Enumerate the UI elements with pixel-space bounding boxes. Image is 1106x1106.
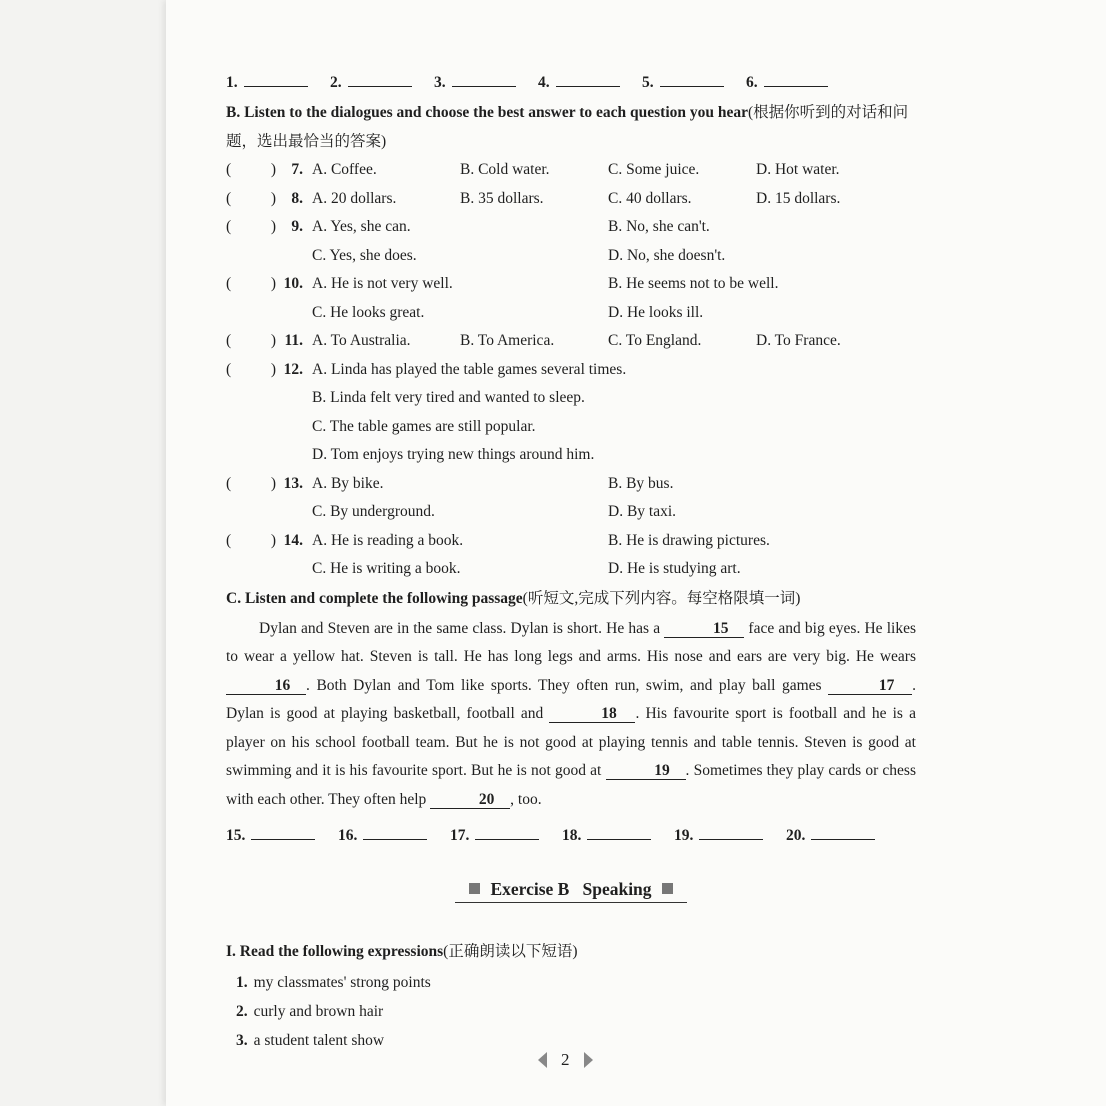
option-c: C. The table games are still popular. [312, 417, 536, 435]
option-a: A. Linda has played the table games several times. [312, 360, 627, 378]
blank-15[interactable]: 15 [664, 621, 744, 638]
option-d: D. No, she doesn't. [608, 246, 726, 264]
option-b: B. No, she can't. [608, 218, 710, 236]
square-bullet-icon [469, 883, 480, 894]
option-d: D. To France. [756, 332, 841, 350]
answer-bracket[interactable]: ( ) [226, 218, 276, 236]
list-item: 3. a student talent show [236, 1031, 385, 1049]
blank-16[interactable]: 16 [226, 678, 306, 695]
question-9: ( ) 9. A. Yes, she can. B. No, she can't. [226, 218, 710, 236]
option-b: B. To America. [460, 332, 555, 350]
passage: Dylan and Steven are in the same class. Dylan is short. He has a 15 face and big eyes. He likes to wear a yellow hat. Steven is tall. He has long legs and arms. His nose and ears are very big. He wears 16 . Both Dylan and Tom like sports. They often run, swim, and play ball games 17 . Dylan is good at playing basketball, football and 18 . His favourite sport is football and he is a player on his school football team. But he is not good at playing tennis and table tennis. Steven is good at swimming and it is his favourite sport. But he is not good at 19 . Sometimes they play cards or chess with each other. They often help 20 , too. [226, 619, 916, 809]
exercise-title: Exercise B Speaking [226, 879, 916, 909]
answer-blank[interactable]: 19. [674, 825, 786, 845]
option-b: B. 35 dollars. [460, 189, 544, 207]
question-10-cont [226, 299, 916, 328]
answer-blank[interactable]: 17. [450, 825, 562, 845]
answer-bracket[interactable]: ( ) [226, 189, 276, 207]
page-content [226, 66, 916, 1055]
option-c: C. By underground. [312, 503, 435, 521]
option-a: A. Yes, she can. [312, 218, 411, 236]
answer-blank[interactable]: 16. [338, 825, 450, 845]
section-c-heading: C. Listen and complete the following passage(听短文,完成下列内容。每空格限填一词) [226, 589, 801, 607]
question-8: ( ) 8. A. 20 dollars. B. 35 dollars. C. 40 dollars. D. 15 dollars. [226, 189, 841, 207]
answer-blank[interactable]: 3. [434, 72, 538, 92]
question-13: ( ) 13. A. By bike. B. By bus. [226, 474, 674, 492]
question-9-cont [226, 242, 916, 271]
option-a: A. To Australia. [312, 332, 411, 350]
answer-blank[interactable]: 18. [562, 825, 674, 845]
answer-bracket[interactable]: ( ) [226, 161, 276, 179]
question-12-b [226, 384, 916, 413]
answer-blanks-1-6 [226, 66, 916, 92]
blank-18[interactable]: 18 [549, 706, 635, 723]
blank-20[interactable]: 20 [430, 792, 510, 809]
answer-blank[interactable]: 1. [226, 72, 330, 92]
option-c: C. Some juice. [608, 161, 700, 179]
option-d: D. By taxi. [608, 503, 677, 521]
prev-arrow-icon [538, 1052, 547, 1068]
option-c: C. To England. [608, 332, 702, 350]
option-b: B. Cold water. [460, 161, 550, 179]
option-b: B. By bus. [608, 474, 674, 492]
question-12: ( ) 12. A. Linda has played the table games several times. [226, 360, 627, 378]
question-7: ( ) 7. A. Coffee. B. Cold water. C. Some juice. D. Hot water. [226, 161, 840, 179]
question-12-d [226, 441, 916, 470]
option-a: A. He is reading a book. [312, 531, 464, 549]
square-bullet-icon [662, 883, 673, 894]
list-item: 1. my classmates' strong points [236, 973, 431, 991]
next-arrow-icon [584, 1052, 593, 1068]
option-b: B. He seems not to be well. [608, 275, 779, 293]
workbook-page [166, 0, 1106, 1106]
list-item: 2. curly and brown hair [236, 1002, 384, 1020]
option-d: D. Tom enjoys trying new things around him. [312, 446, 595, 464]
question-12-c [226, 413, 916, 442]
answer-bracket[interactable]: ( ) [226, 474, 276, 492]
section-b-heading: B. Listen to the dialogues and choose the best answer to each question you hear(根据你听到的对话和问题，选出最恰当的答案) [226, 104, 909, 150]
option-c: C. Yes, she does. [312, 246, 417, 264]
answer-bracket[interactable]: ( ) [226, 275, 276, 293]
option-d: D. He looks ill. [608, 303, 704, 321]
expression-list [226, 968, 916, 1055]
question-14-cont [226, 555, 916, 584]
option-c: C. He is writing a book. [312, 560, 461, 578]
option-b: B. He is drawing pictures. [608, 531, 770, 549]
option-b: B. Linda felt very tired and wanted to sleep. [312, 389, 585, 407]
answer-blank[interactable]: 20. [786, 825, 898, 845]
option-a: A. 20 dollars. [312, 189, 397, 207]
option-c: C. 40 dollars. [608, 189, 692, 207]
question-13-cont [226, 498, 916, 527]
question-10: ( ) 10. A. He is not very well. B. He seems not to be well. [226, 275, 779, 293]
answer-bracket[interactable]: ( ) [226, 360, 276, 378]
option-c: C. He looks great. [312, 303, 425, 321]
option-a: A. Coffee. [312, 161, 377, 179]
answer-bracket[interactable]: ( ) [226, 332, 276, 350]
option-d: D. 15 dollars. [756, 189, 841, 207]
question-14: ( ) 14. A. He is reading a book. B. He is drawing pictures. [226, 531, 770, 549]
option-d: D. Hot water. [756, 161, 840, 179]
question-11: ( ) 11. A. To Australia. B. To America. C. To England. D. To France. [226, 332, 841, 350]
option-a: A. By bike. [312, 474, 384, 492]
option-a: A. He is not very well. [312, 275, 453, 293]
blank-17[interactable]: 17 [828, 678, 912, 695]
option-d: D. He is studying art. [608, 560, 741, 578]
answer-blanks-15-20 [226, 815, 916, 845]
page-number: 2 [538, 1050, 593, 1070]
section-i-heading: I. Read the following expressions(正确朗读以下短语) [226, 942, 578, 960]
answer-blank[interactable]: 2. [330, 72, 434, 92]
answer-blank[interactable]: 15. [226, 825, 338, 845]
answer-blank[interactable]: 5. [642, 72, 746, 92]
answer-blank[interactable]: 6. [746, 72, 850, 92]
answer-blank[interactable]: 4. [538, 72, 642, 92]
answer-bracket[interactable]: ( ) [226, 531, 276, 549]
blank-19[interactable]: 19 [606, 763, 686, 780]
